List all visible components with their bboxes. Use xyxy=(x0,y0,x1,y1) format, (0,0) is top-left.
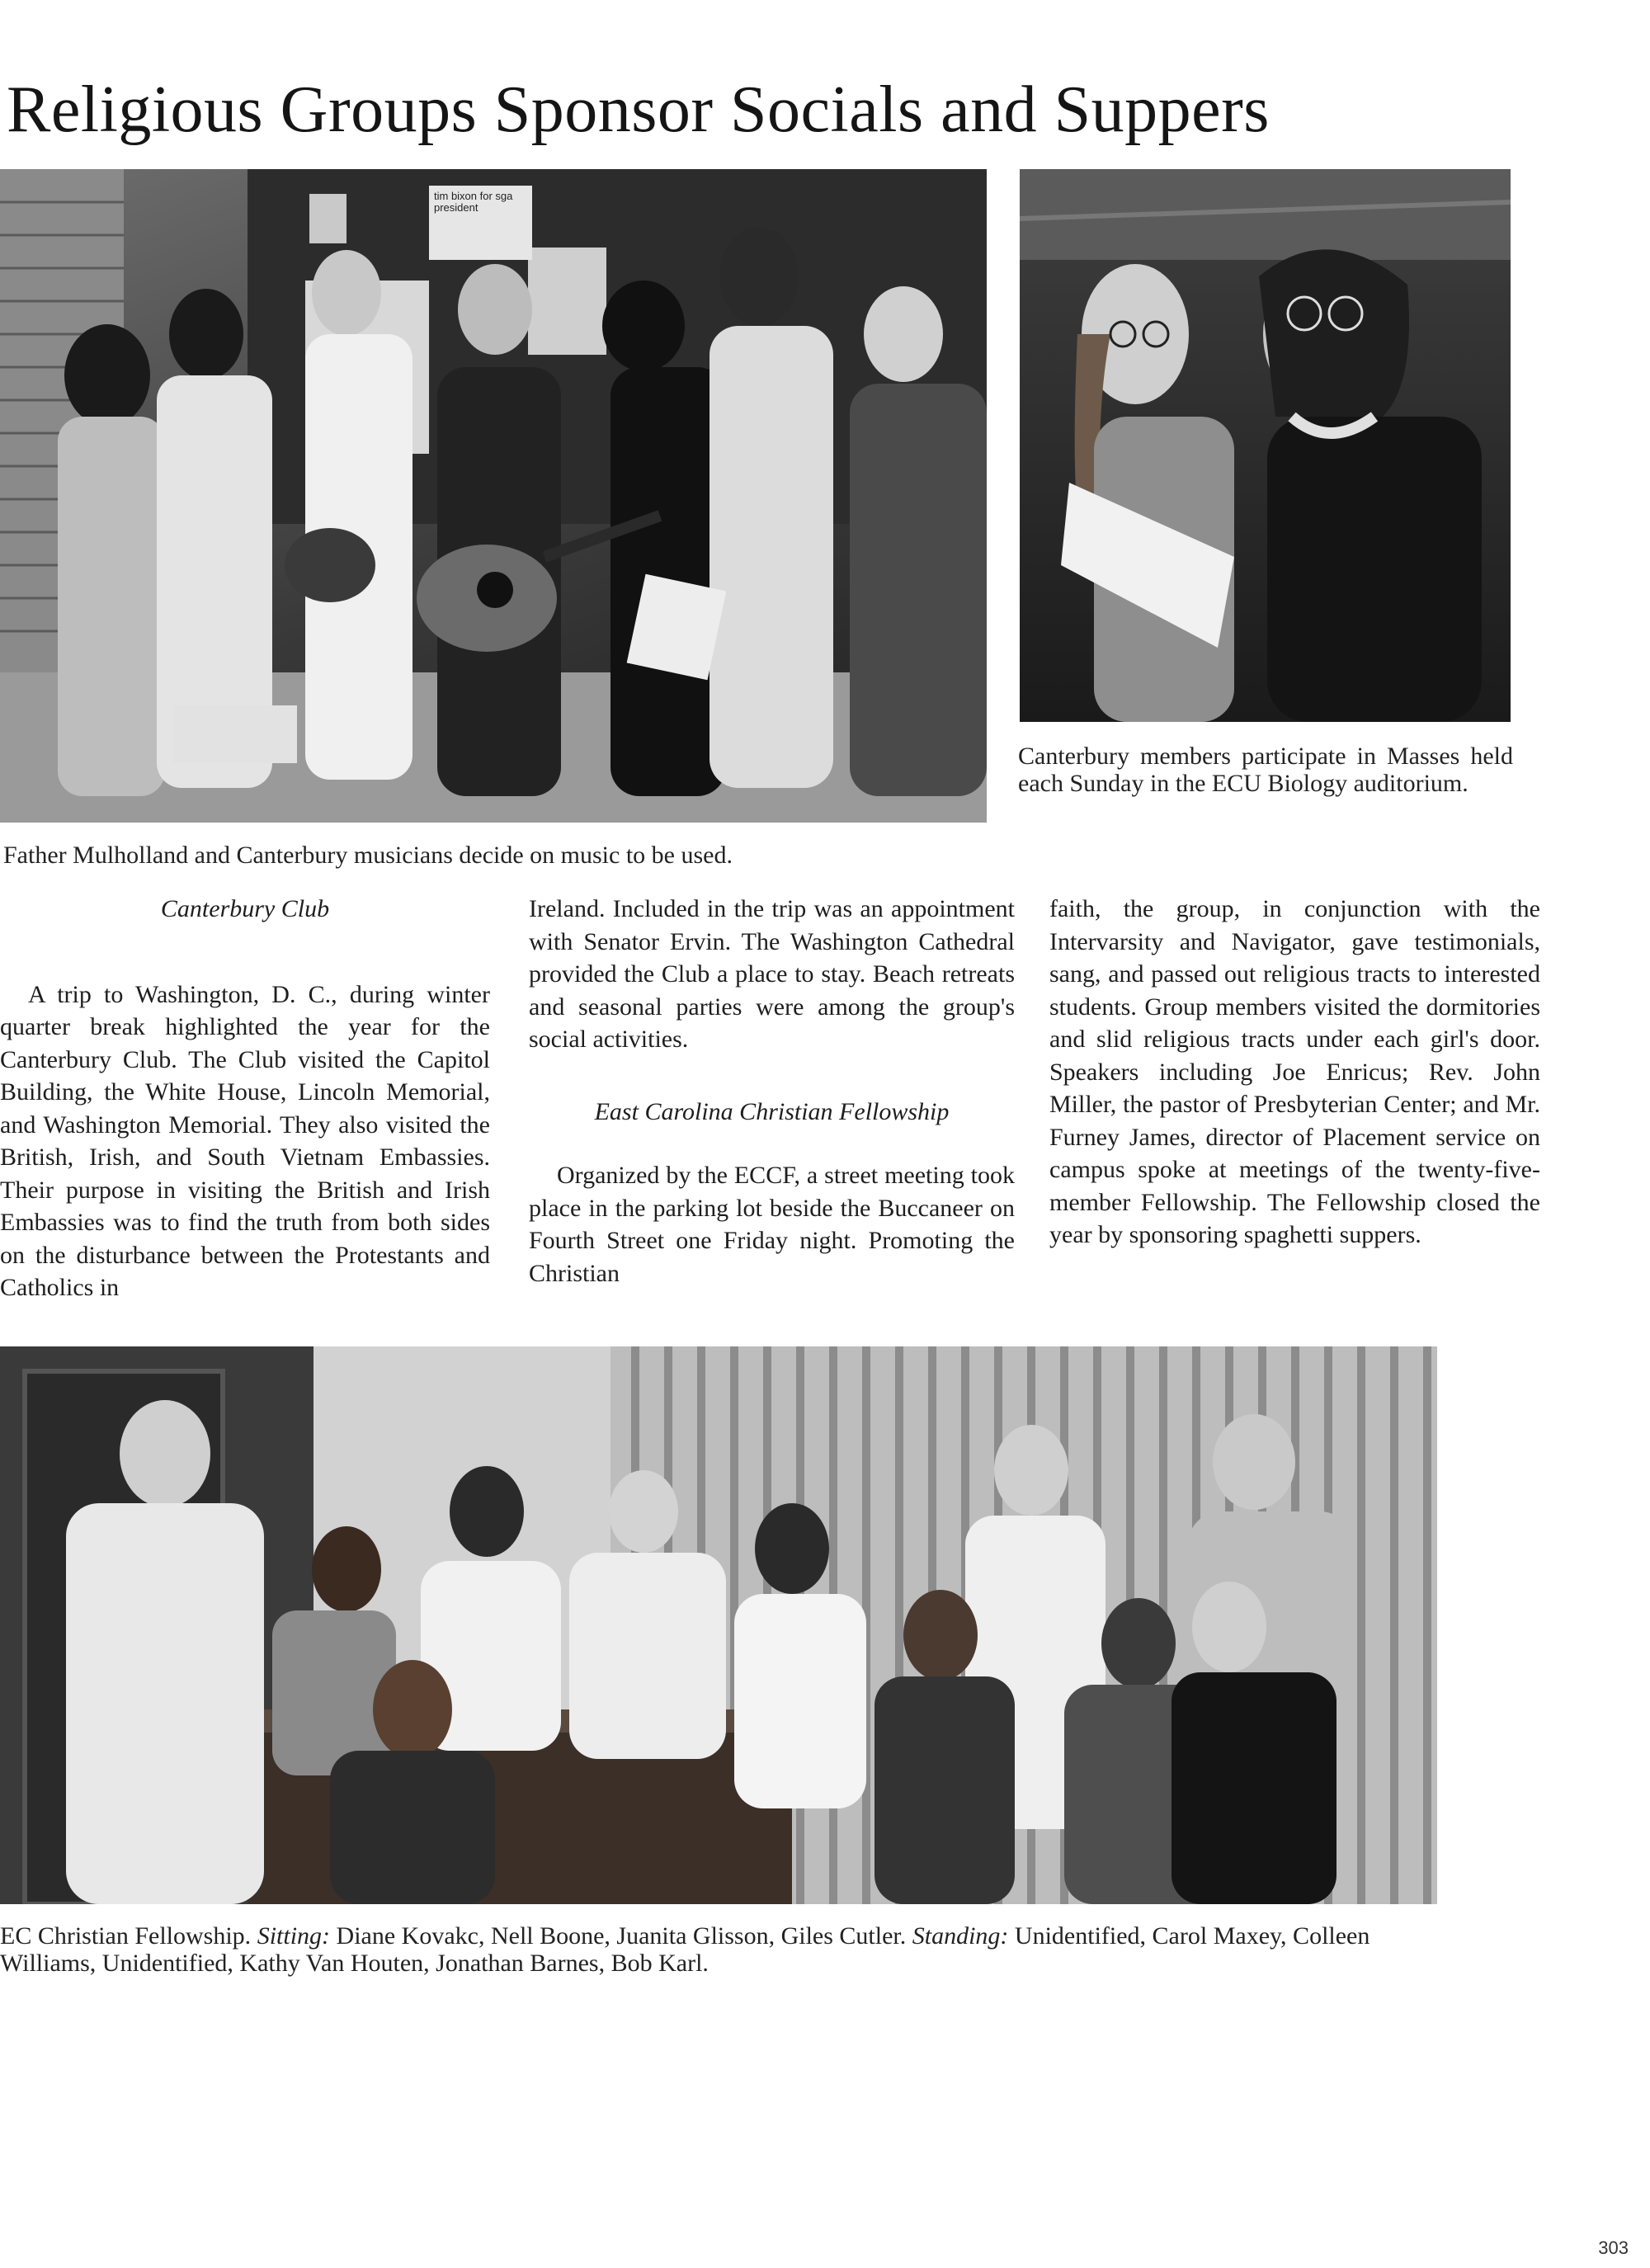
musicians-photo-art xyxy=(0,169,987,823)
eccf-paragraph: Organized by the ECCF, a street meeting took place in the parking lot beside the Buccaneer on Fourth Street one Friday night. Promoting the Christian xyxy=(529,1162,1015,1287)
group-photo-art xyxy=(0,1346,1437,1904)
standing-label: Standing: xyxy=(912,1922,1009,1950)
sitting-names: Diane Kovakc, Nell Boone, Juanita Glisson, Giles Cutler. xyxy=(336,1922,907,1950)
standing-names: Unidentified, Carol Maxey, Colleen Williams, Unidentified, Kathy Van Houten, Jonathan Barnes, Bob Karl. xyxy=(0,1922,1370,1977)
article-column-2 xyxy=(529,893,1015,1290)
article-column-1 xyxy=(0,893,490,1304)
eccf-paragraph-cont: faith, the group, in conjunction with the Intervarsity and Navigator, gave testimonials, sang, and passed out religious tracts to interested students. Group members visited the dormitories and slid religious tracts under each girl's door. Speakers including Joe Enricus; Rev. John Miller, the pastor of Presbyterian Center; and Mr. Furney James, director of Placement service on campus spoke at meetings of the twenty-five-member Fellowship. The Fellowship closed the year by sponsoring spaghetti suppers. xyxy=(1049,895,1540,1248)
group-caption xyxy=(0,1922,1452,1977)
article-column-3 xyxy=(1049,893,1540,1252)
group-photo xyxy=(0,1346,1437,1904)
singers-caption: Canterbury members participate in Masses held each Sunday in the ECU Biology auditorium. xyxy=(1018,743,1513,797)
campaign-poster: tim bixon for sga president xyxy=(434,190,513,214)
musicians-photo xyxy=(0,169,987,823)
canterbury-paragraph-cont: Ireland. Included in the trip was an appointment with Senator Ervin. The Washington Cathedral provided the Club a place to stay. Beach retreats and seasonal parties were among the group's social activities. xyxy=(529,895,1015,1053)
eccf-heading: East Carolina Christian Fellowship xyxy=(594,1097,950,1125)
canterbury-heading: Canterbury Club xyxy=(160,895,330,922)
page-number: 303 xyxy=(1598,2237,1629,2258)
group-caption-lead: EC Christian Fellowship. xyxy=(0,1922,252,1950)
singers-photo-art xyxy=(1020,169,1511,722)
singers-photo xyxy=(1020,169,1511,722)
page-title: Religious Groups Sponsor Socials and Suppers xyxy=(7,73,1270,146)
musicians-caption: Father Mulholland and Canterbury musicians decide on music to be used. xyxy=(3,842,733,869)
sitting-label: Sitting: xyxy=(257,1922,331,1950)
canterbury-paragraph: A trip to Washington, D. C., during winter quarter break highlighted the year for the Canterbury Club. The Club visited the Capitol Building, the White House, Lincoln Memorial, and Washington Memorial. They also visited the British, Irish, and South Vietnam Embassies. Their purpose in visiting the British and Irish Embassies was to find the truth from both sides on the disturbance between the Protestants and Catholics in xyxy=(0,980,490,1301)
